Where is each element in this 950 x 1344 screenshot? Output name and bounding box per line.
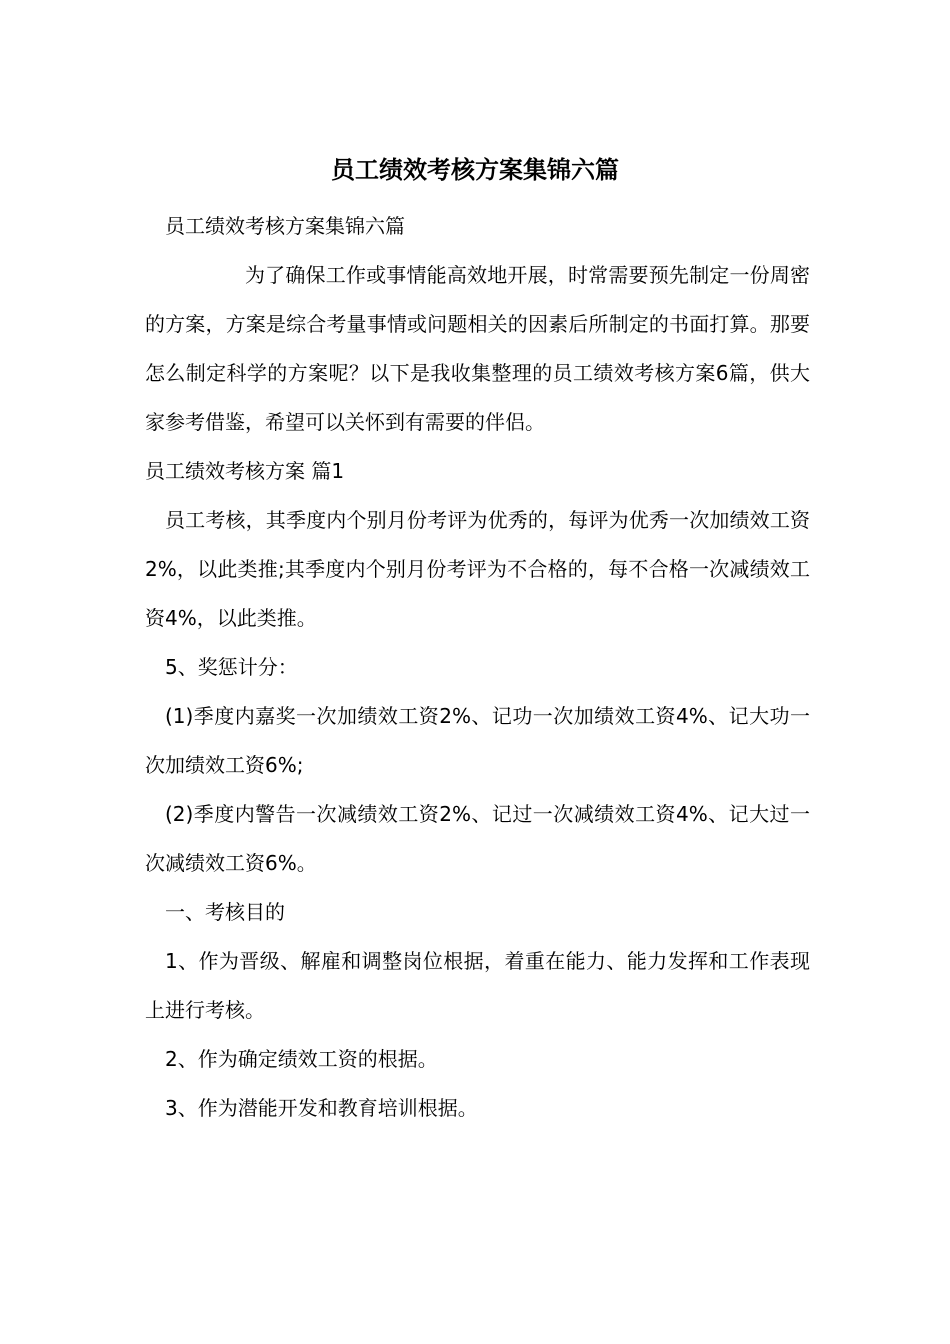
paragraph-reward-item-2: (2)季度内警告一次减绩效工资2%、记过一次减绩效工资4%、记大过一次减绩效工资6%。 (145, 802, 810, 875)
paragraph-assessment: 员工考核，其季度内个别月份考评为优秀的，每评为优秀一次加绩效工资2%，以此类推;其季度内个别月份考评为不合格的，每不合格一次减绩效工资4%，以此类推。 (145, 508, 810, 630)
paragraph-intro: 为了确保工作或事情能高效地开展，时常需要预先制定一份周密的方案，方案是综合考量事情或问题相关的因素后所制定的书面打算。那要怎么制定科学的方案呢？以下是我收集整理的员工绩效考核方案6篇，供大家参考借鉴，希望可以关怀到有需要的伴侣。 (145, 263, 810, 434)
paragraph-purpose-heading: 一、考核目的 (165, 900, 285, 924)
paragraph-purpose-2: 2、作为确定绩效工资的根据。 (165, 1047, 438, 1071)
document-title: 员工绩效考核方案集锦六篇 (331, 156, 619, 184)
paragraph-subtitle: 员工绩效考核方案集锦六篇 (165, 214, 405, 238)
paragraph-reward-item-1: (1)季度内嘉奖一次加绩效工资2%、记功一次加绩效工资4%、记大功一次加绩效工资6%; (145, 704, 810, 777)
paragraph-reward-heading: 5、奖惩计分： (165, 655, 298, 679)
paragraph-purpose-1: 1、作为晋级、解雇和调整岗位根据，着重在能力、能力发挥和工作表现上进行考核。 (145, 949, 810, 1022)
paragraph-purpose-3: 3、作为潜能开发和教育培训根据。 (165, 1096, 478, 1120)
paragraph-section-heading: 员工绩效考核方案 篇1 (145, 459, 345, 483)
document-body (145, 202, 810, 1133)
